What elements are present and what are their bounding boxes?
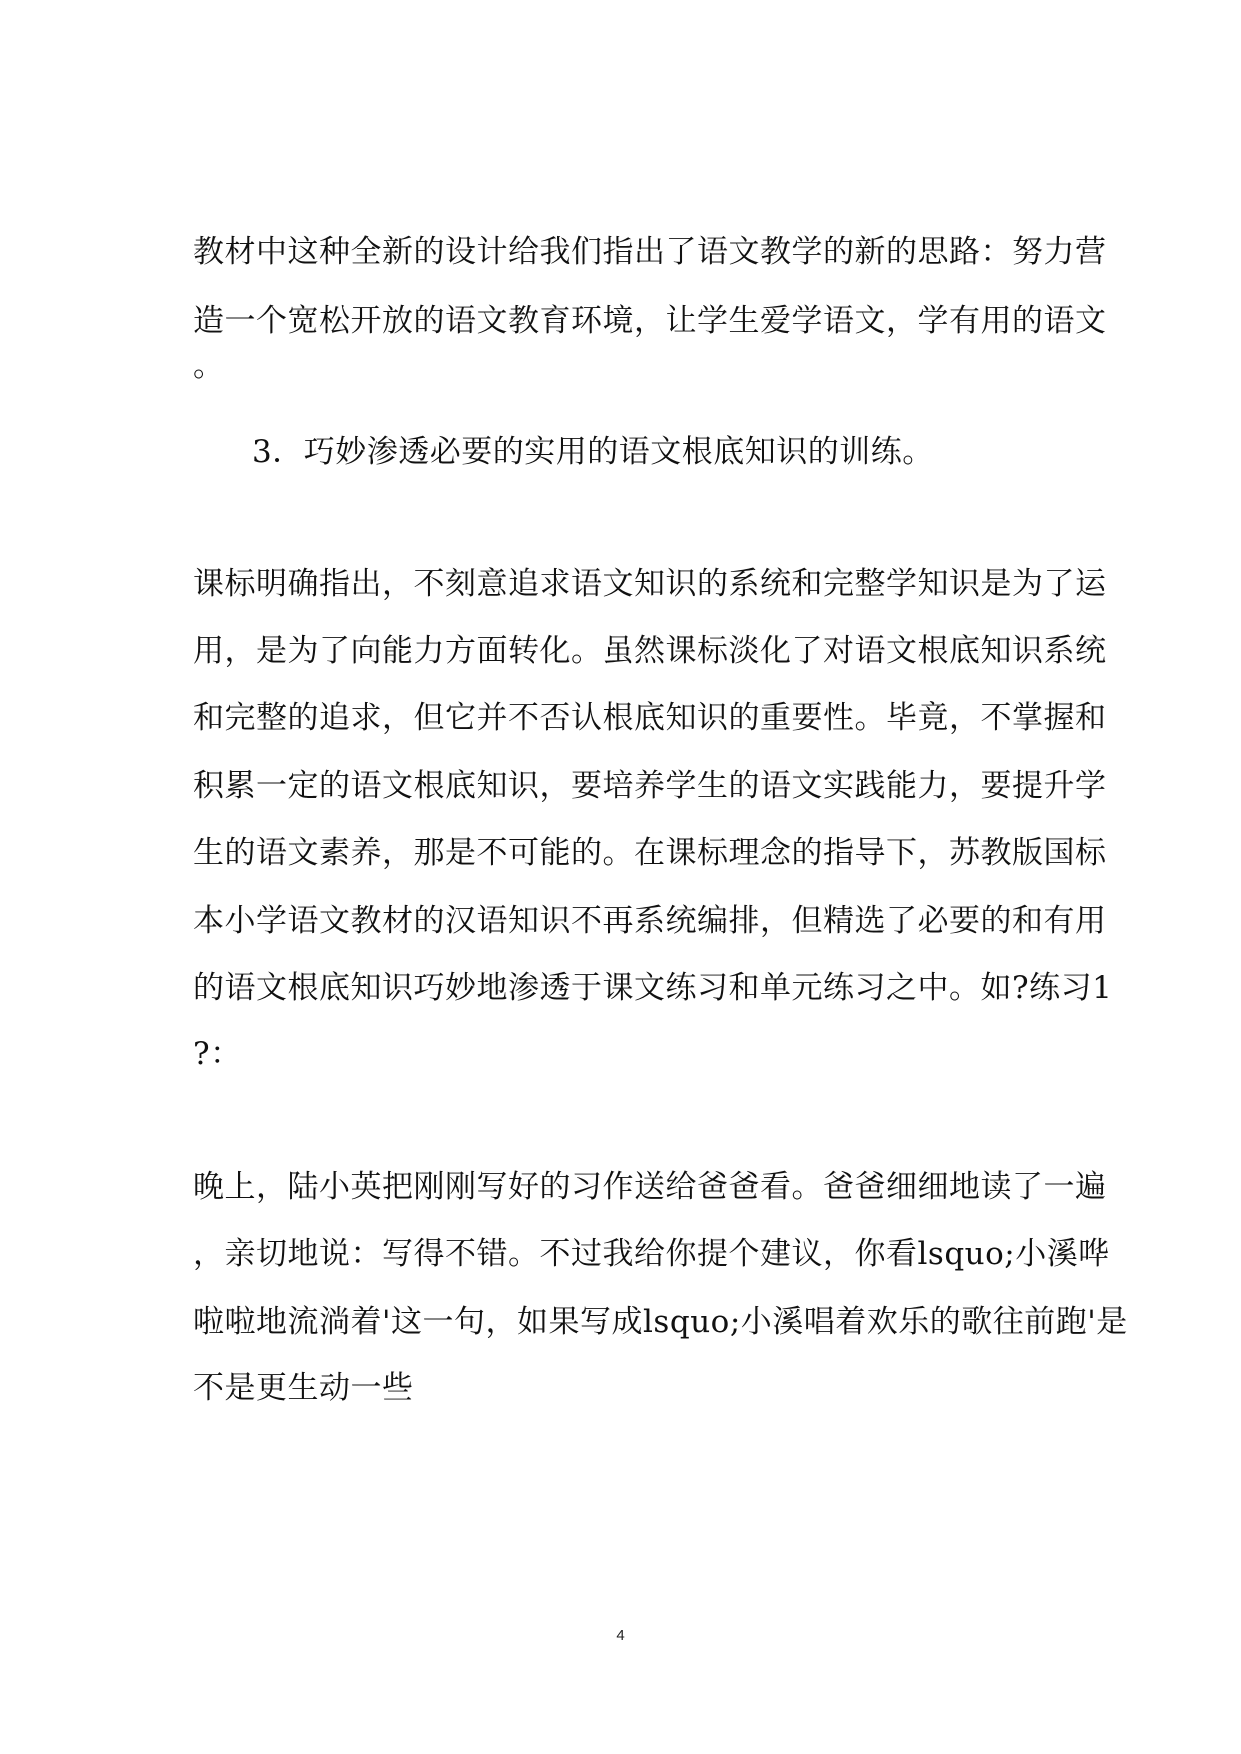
paragraph-line: 啦啦地流淌着'这一句，如果写成lsquo;小溪唱着欢乐的歌往前跑'是	[193, 1304, 1128, 1340]
paragraph-line: 。	[193, 348, 225, 384]
paragraph-line: 生的语文素养，那是不可能的。在课标理念的指导下，苏教版国标	[193, 835, 1107, 871]
page-number: 4	[616, 1627, 625, 1644]
section-heading: 3．巧妙渗透必要的实用的语文根底知识的训练。	[252, 434, 934, 470]
paragraph-line: 积累一定的语文根底知识，要培养学生的语文实践能力，要提升学	[193, 768, 1107, 804]
paragraph-line: 造一个宽松开放的语文教育环境，让学生爱学语文，学有用的语文	[193, 303, 1107, 339]
paragraph-line: ，亲切地说：写得不错。不过我给你提个建议，你看lsquo;小溪哗	[193, 1236, 1110, 1272]
paragraph-line: 本小学语文教材的汉语知识不再系统编排，但精选了必要的和有用	[193, 903, 1107, 939]
paragraph-line: 的语文根底知识巧妙地渗透于课文练习和单元练习之中。如?练习1	[193, 970, 1113, 1006]
paragraph-line: 晚上，陆小英把刚刚写好的习作送给爸爸看。爸爸细细地读了一遍	[193, 1169, 1107, 1205]
paragraph-line: 和完整的追求，但它并不否认根底知识的重要性。毕竟，不掌握和	[193, 700, 1107, 736]
paragraph-line: 用，是为了向能力方面转化。虽然课标淡化了对语文根底知识系统	[193, 633, 1107, 669]
paragraph-line: ?：	[193, 1036, 242, 1072]
paragraph-line: 课标明确指出，不刻意追求语文知识的系统和完整学知识是为了运	[193, 566, 1107, 602]
paragraph-line: 教材中这种全新的设计给我们指出了语文教学的新的思路：努力营	[193, 234, 1107, 270]
paragraph-line: 不是更生动一些	[193, 1370, 414, 1406]
